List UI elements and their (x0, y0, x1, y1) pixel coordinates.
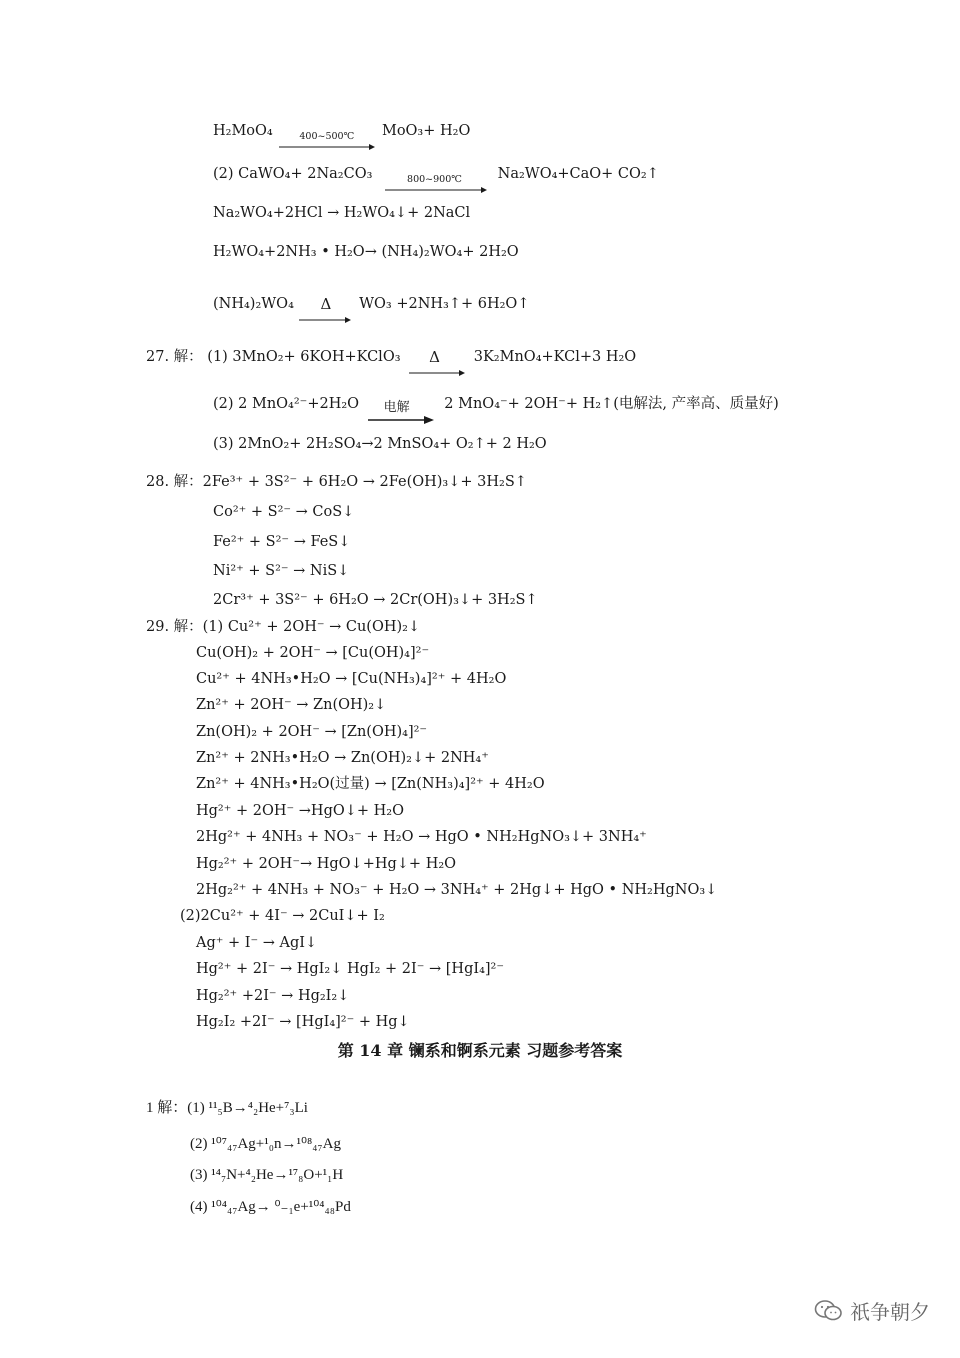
watermark (814, 1296, 930, 1325)
q29-line: Hg₂²⁺ +2I⁻ → Hg₂I₂↓ (196, 988, 350, 1004)
arrow-icon (279, 143, 375, 151)
q28-line3: Fe²⁺ + S²⁻ → FeS↓ (213, 534, 351, 550)
q29-line: Hg₂²⁺ + 2OH⁻→ HgO↓+Hg↓+ H₂O (196, 856, 457, 872)
q29-line: Ag⁺ + I⁻ → AgI↓ (196, 935, 318, 951)
eq-left: H₂MoO₄ (213, 123, 273, 139)
q29-line: Cu²⁺ + 4NH₃•H₂O → [Cu(NH₃)₄]²⁺ + 4H₂O (196, 671, 507, 687)
eq-right: Na₂WO₄+CaO+ CO₂↑ (497, 166, 659, 182)
eq-text: 2Fe³⁺ + 3S²⁻ + 6H₂O → 2Fe(OH)₃↓+ 3H₂S↑ (202, 474, 527, 490)
arrow-icon (385, 186, 487, 194)
eq-cawo4 (213, 164, 659, 184)
eq-right: 2 MnO₄⁻+ 2OH⁻+ H₂↑(电解法, 产率高、质量好) (444, 396, 779, 412)
eq-right: WO₃ +2NH₃↑+ 6H₂O↑ (359, 296, 530, 312)
arrow-icon (368, 416, 434, 424)
q29-line1 (146, 617, 420, 637)
arrow-icon (409, 369, 465, 377)
question-label: 27. 解： (146, 349, 203, 365)
eq-h2wo4-nh3: H₂WO₄+2NH₃ • H₂O→ (NH₄)₂WO₄+ 2H₂O (213, 244, 519, 260)
q29-line: Cu(OH)₂ + 2OH⁻ → [Cu(OH)₄]²⁻ (196, 645, 430, 661)
q28-line5: 2Cr³⁺ + 3S²⁻ + 6H₂O → 2Cr(OH)₃↓+ 3H₂S↑ (213, 592, 538, 608)
eq-left: (NH₄)₂WO₄ (213, 296, 294, 312)
question-label: 1 解： (146, 1100, 188, 1116)
eq-nh4-2wo4 (213, 294, 529, 314)
q29-line: Hg₂I₂ +2I⁻ → [HgI₄]²⁻ + Hg↓ (196, 1014, 410, 1030)
q27-line3: (3) 2MnO₂+ 2H₂SO₄→2 MnSO₄+ O₂↑+ 2 H₂O (213, 436, 547, 452)
chapter-title: 第 14 章 镧系和锕系元素 习题参考答案 (337, 1041, 623, 1060)
eq-right: 3K₂MnO₄+KCl+3 H₂O (473, 349, 637, 365)
eq-left: (2) 2 MnO₄²⁻+2H₂O (213, 396, 360, 412)
question-label: 28. 解： (146, 474, 203, 490)
ch14-q1-line2: (2) ¹⁰⁷₄₇Ag+¹₀n→¹⁰⁸₄₇Ag (190, 1136, 341, 1152)
question-label: 29. 解： (146, 619, 203, 635)
ch14-q1-line1 (146, 1098, 308, 1118)
q29-line: Hg²⁺ + 2I⁻ → HgI₂↓ HgI₂ + 2I⁻ → [HgI₄]²⁻ (196, 961, 505, 977)
ch14-q1-line3: (3) ¹⁴₇N+⁴₂He→¹⁷₈O+¹₁H (190, 1167, 344, 1183)
q29-line: Zn²⁺ + 4NH₃•H₂O(过量) → [Zn(NH₃)₄]²⁺ + 4H₂O (196, 776, 545, 792)
eq-right: MoO₃+ H₂O (381, 123, 471, 139)
q28-line2: Co²⁺ + S²⁻ → CoS↓ (213, 504, 355, 520)
q28-line4: Ni²⁺ + S²⁻ → NiS↓ (213, 563, 350, 579)
q29-line: Zn²⁺ + 2OH⁻ → Zn(OH)₂↓ (196, 697, 387, 713)
eq-left: (1) 3MnO₂+ 6KOH+KClO₃ (207, 349, 401, 365)
arrow-condition: 800~900℃ (407, 174, 462, 185)
watermark-text: 祇争朝夕 (850, 1300, 930, 1324)
arrow-condition: Δ (320, 295, 332, 313)
q29-line: Zn²⁺ + 2NH₃•H₂O → Zn(OH)₂↓+ 2NH₄⁺ (196, 750, 489, 766)
eq-left: (2) CaWO₄+ 2Na₂CO₃ (213, 166, 373, 182)
q29-line: Hg²⁺ + 2OH⁻ →HgO↓+ H₂O (196, 803, 404, 819)
eq-h2moo4 (213, 121, 470, 141)
q29-line: (2)2Cu²⁺ + 4I⁻ → 2CuI↓+ I₂ (180, 908, 385, 924)
arrow-condition: 400~500℃ (299, 131, 355, 142)
ch14-q1-line4: (4) ¹⁰⁴₄₇Ag→ ⁰₋₁e+¹⁰⁴₄₈Pd (190, 1199, 351, 1215)
q29-line: 2Hg²⁺ + 4NH₃ + NO₃⁻ + H₂O → HgO • NH₂HgNO₃↓+ 3NH₄⁺ (196, 829, 647, 845)
q28-line1 (146, 472, 527, 492)
q29-line: 2Hg₂²⁺ + 4NH₃ + NO₃⁻ + H₂O → 3NH₄⁺ + 2Hg↓+ HgO • NH₂HgNO₃↓ (196, 882, 718, 898)
q29-line: Zn(OH)₂ + 2OH⁻ → [Zn(OH)₄]²⁻ (196, 724, 428, 740)
arrow-condition: Δ (429, 348, 440, 366)
eq-text: (1) ¹¹₅B→⁴₂He+⁷₃Li (187, 1100, 308, 1116)
q27-line1 (146, 347, 636, 367)
arrow-condition: 电解 (383, 400, 410, 415)
eq-na2wo4-hcl: Na₂WO₄+2HCl → H₂WO₄↓+ 2NaCl (213, 205, 471, 221)
wechat-icon (814, 1299, 844, 1323)
arrow-icon (299, 316, 351, 324)
eq-text: (1) Cu²⁺ + 2OH⁻ → Cu(OH)₂↓ (202, 619, 421, 635)
q27-line2 (213, 394, 779, 414)
